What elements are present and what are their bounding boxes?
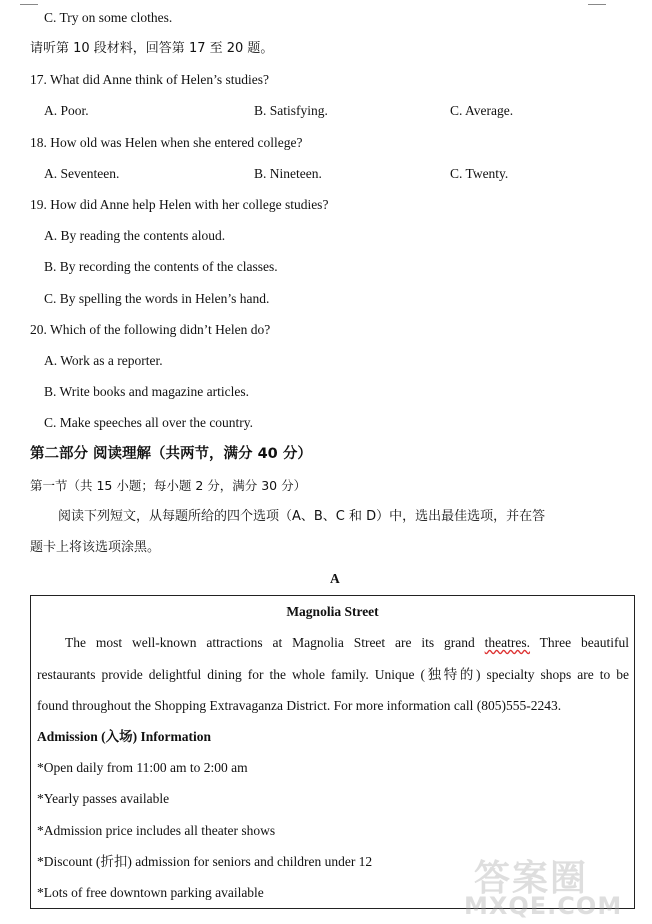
question-19-option-b: B. By recording the contents of the classes. bbox=[44, 259, 278, 274]
question-20-stem: 20. Which of the following didn’t Helen do? bbox=[30, 322, 271, 337]
watermark-en: MXQE.COM bbox=[464, 892, 623, 920]
passage-paragraph-line-1 bbox=[37, 634, 629, 652]
section-one-heading: 第一节（共 15 小题；每小题 2 分，满分 30 分） bbox=[30, 478, 307, 493]
admission-item: *Discount (折扣) admission for seniors and children under 12 bbox=[37, 854, 373, 869]
question-18-option-b: B. Nineteen. bbox=[254, 166, 322, 181]
question-17-option-b: B. Satisfying. bbox=[254, 103, 328, 118]
listening-instruction: 请听第 10 段材料，回答第 17 至 20 题。 bbox=[30, 41, 274, 56]
passage-paragraph-line-2 bbox=[37, 666, 629, 684]
admission-item: *Admission price includes all theater shows bbox=[37, 823, 276, 838]
reading-instruction-line-2: 题卡上将该选项涂黑。 bbox=[30, 540, 161, 555]
admission-heading: Admission (入场) Information bbox=[37, 729, 212, 744]
option-16c: C. Try on some clothes. bbox=[44, 10, 173, 25]
question-18-option-c: C. Twenty. bbox=[450, 166, 509, 181]
watermark-logo bbox=[464, 850, 644, 920]
admission-item: *Yearly passes available bbox=[37, 791, 170, 806]
page-corner-mark-right bbox=[588, 0, 606, 5]
question-19-option-c: C. By spelling the words in Helen’s hand. bbox=[44, 291, 270, 306]
question-20-option-b: B. Write books and magazine articles. bbox=[44, 384, 250, 399]
line1-post: Three beautiful bbox=[539, 635, 629, 650]
question-19-stem: 19. How did Anne help Helen with her college studies? bbox=[30, 197, 329, 212]
question-18-option-a: A. Seventeen. bbox=[44, 166, 120, 181]
passage-paragraph-line-3: found throughout the Shopping Extravaganza District. For more information call (805)555-2243. bbox=[37, 698, 562, 713]
passage-paragraph-line-2-text: restaurants provide delightful dining for the whole family. Unique (独特的) specialty shops are to be bbox=[37, 667, 629, 682]
passage-paragraph-line-1-text bbox=[37, 634, 629, 652]
passage-title: Magnolia Street bbox=[286, 604, 379, 619]
question-20-option-a: A. Work as a reporter. bbox=[44, 353, 163, 368]
part-two-heading: 第二部分 阅读理解（共两节，满分 40 分） bbox=[30, 446, 312, 462]
question-19-option-a: A. By reading the contents aloud. bbox=[44, 228, 226, 243]
reading-instruction-line-1: 阅读下列短文，从每题所给的四个选项（A、B、C 和 D）中，选出最佳选项，并在答 bbox=[58, 509, 546, 524]
admission-item: *Open daily from 11:00 am to 2:00 am bbox=[37, 760, 248, 775]
question-20-option-c: C. Make speeches all over the country. bbox=[44, 415, 254, 430]
passage-letter: A bbox=[330, 571, 340, 586]
question-18-stem: 18. How old was Helen when she entered college? bbox=[30, 135, 303, 150]
line1-pre: The most well-known attractions at Magnolia Street are its grand bbox=[65, 635, 475, 650]
question-17-option-c: C. Average. bbox=[450, 103, 514, 118]
admission-item: *Lots of free downtown parking available bbox=[37, 885, 264, 900]
question-17-stem: 17. What did Anne think of Helen’s studies? bbox=[30, 72, 269, 87]
spellcheck-word: theatres. bbox=[484, 635, 531, 650]
watermark-cn: 答案圈 bbox=[474, 858, 589, 899]
question-17-option-a: A. Poor. bbox=[44, 103, 89, 118]
page-corner-mark-left bbox=[20, 0, 38, 5]
